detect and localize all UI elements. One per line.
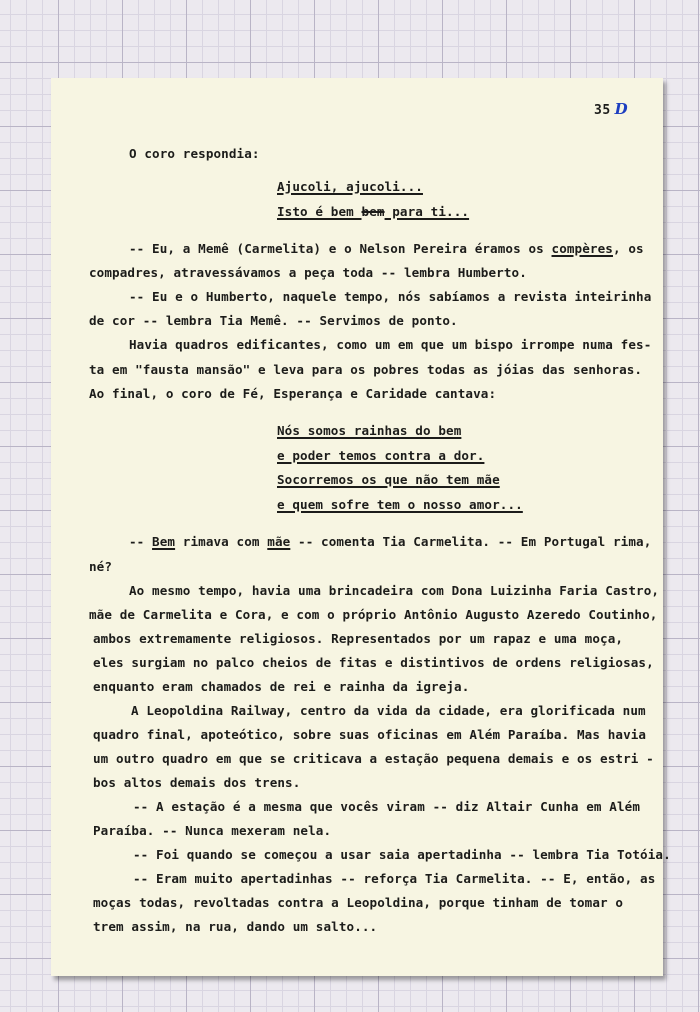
text-line: compadres, atravessávamos a peça toda -- lembra Humberto. [89, 265, 527, 280]
handwritten-page-mark: D [614, 100, 629, 118]
text-line: de cor -- lembra Tia Memê. -- Servimos de ponto. [89, 313, 458, 328]
text-line: ta em "fausta mansão" e leva para os pobres todas as jóias das senhoras. [89, 362, 643, 377]
text-line: quadro final, apoteótico, sobre suas oficinas em Além Paraíba. Mas havia [93, 727, 647, 742]
text-line: Havia quadros edificantes, como um em que um bispo irrompe numa fes- [129, 337, 652, 352]
text-line: ambos extremamente religiosos. Representados por um rapaz e uma moça, [93, 631, 624, 646]
text-line: um outro quadro em que se criticava a estação pequena demais e os estri - [93, 751, 654, 766]
text-line: trem assim, na rua, dando um salto... [93, 919, 378, 934]
text-line: bos altos demais dos trens. [93, 775, 301, 790]
text-line: O coro respondia: [129, 146, 260, 161]
verse-line: e quem sofre tem o nosso amor... [277, 497, 523, 512]
text-line: mãe de Carmelita e Cora, e com o próprio Antônio Augusto Azeredo Coutinho, [89, 607, 658, 622]
verse-line: Ajucoli, ajucoli... [277, 179, 423, 194]
verse-line: Nós somos rainhas do bem [277, 423, 462, 438]
struck-word: bem [361, 204, 385, 219]
verse-line: Socorremos os que não tem mãe [277, 472, 500, 487]
text-line: -- Foi quando se começou a usar saia apertadinha -- lembra Tia Totóia. [133, 847, 671, 862]
verse-line: Isto é bem bem para ti... [277, 204, 470, 219]
text-line: eles surgiam no palco cheios de fitas e distintivos de ordens religiosas, [93, 655, 654, 670]
text-line: -- A estação é a mesma que vocês viram -- diz Altair Cunha em Além [133, 799, 641, 814]
page-number [594, 100, 628, 118]
text-line: né? [89, 559, 113, 574]
text-line: A Leopoldina Railway, centro da vida da cidade, era glorificada num [131, 703, 646, 718]
text-line: -- Bem rimava com mãe -- comenta Tia Carmelita. -- Em Portugal rima, [129, 534, 652, 549]
verse-line: e poder temos contra a dor. [277, 448, 485, 463]
text-line: enquanto eram chamados de rei e rainha da igreja. [93, 679, 470, 694]
typewritten-page [51, 78, 671, 976]
text-line: Ao final, o coro de Fé, Esperança e Caridade cantava: [89, 386, 497, 401]
text-line: -- Eram muito apertadinhas -- reforça Tia Carmelita. -- E, então, as [133, 871, 656, 886]
text-line: -- Eu, a Memê (Carmelita) e o Nelson Pereira éramos os compères, os [129, 241, 644, 256]
text-line: -- Eu e o Humberto, naquele tempo, nós sabíamos a revista inteirinha [129, 289, 652, 304]
page-number-text: 35 [594, 103, 611, 118]
text-line: moças todas, revoltadas contra a Leopoldina, porque tinham de tomar o [93, 895, 624, 910]
text-line: Ao mesmo tempo, havia uma brincadeira com Dona Luizinha Faria Castro, [129, 583, 660, 598]
text-line: Paraíba. -- Nunca mexeram nela. [93, 823, 332, 838]
